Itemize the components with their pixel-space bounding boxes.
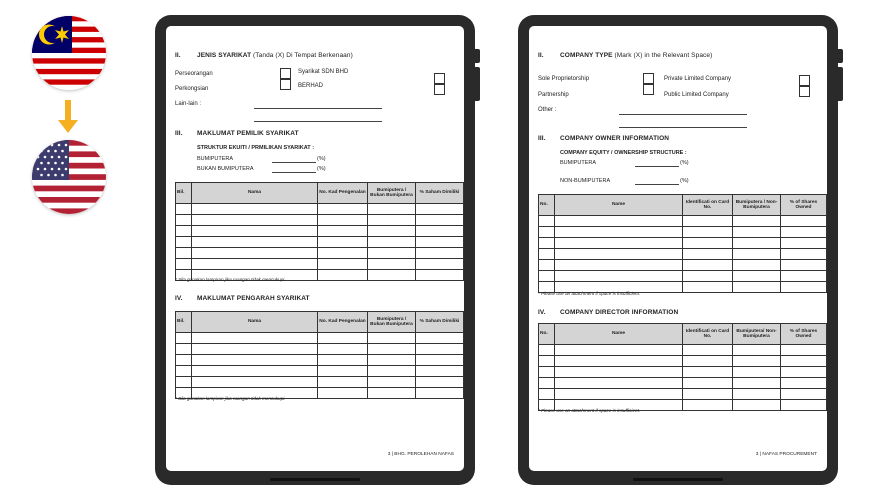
- col-header: Identificati on Card No.: [683, 195, 733, 216]
- col-header: No.: [539, 324, 555, 345]
- arrow-down-icon: [58, 100, 78, 134]
- table-row: [176, 226, 464, 237]
- option-label: BERHAD: [298, 83, 324, 89]
- table-row: [176, 377, 464, 388]
- malaysia-flag-icon: [32, 16, 106, 90]
- home-indicator[interactable]: [633, 478, 723, 481]
- owner-table: [175, 182, 464, 281]
- col-header: % of Shares Owned: [781, 195, 827, 216]
- checkbox[interactable]: [280, 79, 291, 90]
- table-row: [539, 345, 827, 356]
- other-label: Lain-lain :: [175, 101, 202, 107]
- bumi-line[interactable]: [272, 162, 316, 163]
- col-header: Identificati on Card No.: [683, 324, 733, 345]
- col-header: % of Shares Owned: [781, 324, 827, 345]
- owner-table: [538, 194, 827, 293]
- other-line[interactable]: [619, 127, 747, 128]
- tablet-side-button: [475, 67, 480, 101]
- option-label: Syarikat SDN BHD: [298, 69, 349, 75]
- checkbox[interactable]: [643, 84, 654, 95]
- table-row: [539, 249, 827, 260]
- col-header: Nama: [192, 183, 318, 204]
- col-header: No.: [539, 195, 555, 216]
- other-label: Other :: [538, 107, 557, 113]
- checkbox[interactable]: [643, 73, 654, 84]
- option-label: Perseorangan: [175, 71, 213, 77]
- checkbox[interactable]: [434, 73, 445, 84]
- attachment-note: * Sila gunakan lampiran jika ruangan tidak mencukupi.: [175, 396, 286, 401]
- table-row: [176, 355, 464, 366]
- section-company-type: II. JENIS SYARIKAT (Tanda (X) Di Tempat Berkenaan): [175, 52, 353, 59]
- other-line[interactable]: [619, 114, 747, 115]
- table-row: [176, 259, 464, 270]
- tablet-side-button: [475, 49, 480, 63]
- col-header: Name: [555, 195, 683, 216]
- col-header: No. Kad Pengenalan: [318, 183, 368, 204]
- page-footer: 3 | BHG. PEROLEHAN NAFAS: [387, 452, 454, 457]
- nonbumi-line[interactable]: [272, 172, 316, 173]
- table-row: [539, 356, 827, 367]
- pct-label: (%): [680, 178, 689, 184]
- col-header: % Saham Dimiliki: [416, 183, 464, 204]
- pct-label: (%): [680, 160, 689, 166]
- option-label: Perkongsian: [175, 86, 209, 92]
- attachment-note: * Please use an attachment if space is insufficient.: [538, 291, 641, 296]
- col-header: Bumiputera / Non-Bumiputera: [733, 195, 781, 216]
- checkbox[interactable]: [434, 84, 445, 95]
- table-row: [539, 238, 827, 249]
- usa-flag-icon: [32, 140, 106, 214]
- table-row: [176, 366, 464, 377]
- checkbox[interactable]: [280, 68, 291, 79]
- table-row: [176, 204, 464, 215]
- nonbumi-label: NON-BUMIPUTERA: [560, 178, 611, 184]
- table-row: [176, 237, 464, 248]
- tablet-english: [518, 15, 838, 485]
- tablet-screen: [166, 26, 464, 471]
- col-header: Bil.: [176, 183, 192, 204]
- table-row: [539, 378, 827, 389]
- home-indicator[interactable]: [270, 478, 360, 481]
- table-row: [176, 333, 464, 344]
- table-row: [539, 389, 827, 400]
- table-row: [539, 227, 827, 238]
- pct-label: (%): [317, 156, 326, 162]
- col-header: Bumiputera / Bukan Bumiputera: [368, 312, 416, 333]
- director-table: [538, 323, 827, 411]
- attachment-note: * Please use an attachment if space is insufficient.: [538, 408, 641, 413]
- col-header: % Saham Dimiliki: [416, 312, 464, 333]
- col-header: Bil.: [176, 312, 192, 333]
- col-header: Bumiputera / Bukan Bumiputera: [368, 183, 416, 204]
- page-footer: 3 | NAFAS PROCUREMENT: [755, 452, 817, 457]
- table-row: [539, 271, 827, 282]
- nonbumi-label: BUKAN BUMIPUTERA: [197, 166, 254, 172]
- form-page-english: [529, 26, 827, 471]
- checkbox[interactable]: [799, 86, 810, 97]
- table-row: [539, 260, 827, 271]
- tablet-malay: [155, 15, 475, 485]
- option-label: Sole Proprietorship: [538, 76, 590, 82]
- table-row: [539, 367, 827, 378]
- option-label: Public Limited Company: [664, 92, 729, 98]
- table-row: [176, 215, 464, 226]
- option-label: Partnership: [538, 92, 569, 98]
- bumi-line[interactable]: [635, 166, 679, 167]
- table-row: [176, 344, 464, 355]
- equity-heading: STRUKTUR EKUITI / PRMILIKAN SYARIKAT :: [197, 145, 315, 151]
- tablet-screen: [529, 26, 827, 471]
- section-owner: III. MAKLUMAT PEMILIK SYARIKAT: [175, 130, 299, 137]
- equity-heading: COMPANY EQUITY / OWNERSHIP STRUCTURE :: [560, 150, 687, 156]
- bumi-label: BUMIPUTERA: [560, 160, 597, 166]
- tablet-side-button: [838, 67, 843, 101]
- section-director: IV. COMPANY DIRECTOR INFORMATION: [538, 309, 679, 316]
- tablet-side-button: [838, 49, 843, 63]
- section-company-type: II. COMPANY TYPE (Mark (X) in the Relevant Space): [538, 52, 713, 59]
- option-label: Private Limited Company: [664, 76, 732, 82]
- bumi-label: BUMIPUTERA: [197, 156, 234, 162]
- col-header: Name: [555, 324, 683, 345]
- section-owner: III. COMPANY OWNER INFORMATION: [538, 135, 670, 142]
- nonbumi-line[interactable]: [635, 184, 679, 185]
- table-row: [176, 248, 464, 259]
- section-director: IV. MAKLUMAT PENGARAH SYARIKAT: [175, 295, 310, 302]
- other-line[interactable]: [254, 121, 382, 122]
- attachment-note: * Sila gunakan lampiran jika ruangan tidak mencukupi.: [175, 277, 286, 282]
- checkbox[interactable]: [799, 75, 810, 86]
- pct-label: (%): [317, 166, 326, 172]
- col-header: No. Kad Pengenalan: [318, 312, 368, 333]
- form-page-malay: [166, 26, 464, 471]
- table-row: [539, 216, 827, 227]
- other-line[interactable]: [254, 108, 382, 109]
- col-header: Bumiputera/ Non-Bumiputera: [733, 324, 781, 345]
- col-header: Nama: [192, 312, 318, 333]
- director-table: [175, 311, 464, 399]
